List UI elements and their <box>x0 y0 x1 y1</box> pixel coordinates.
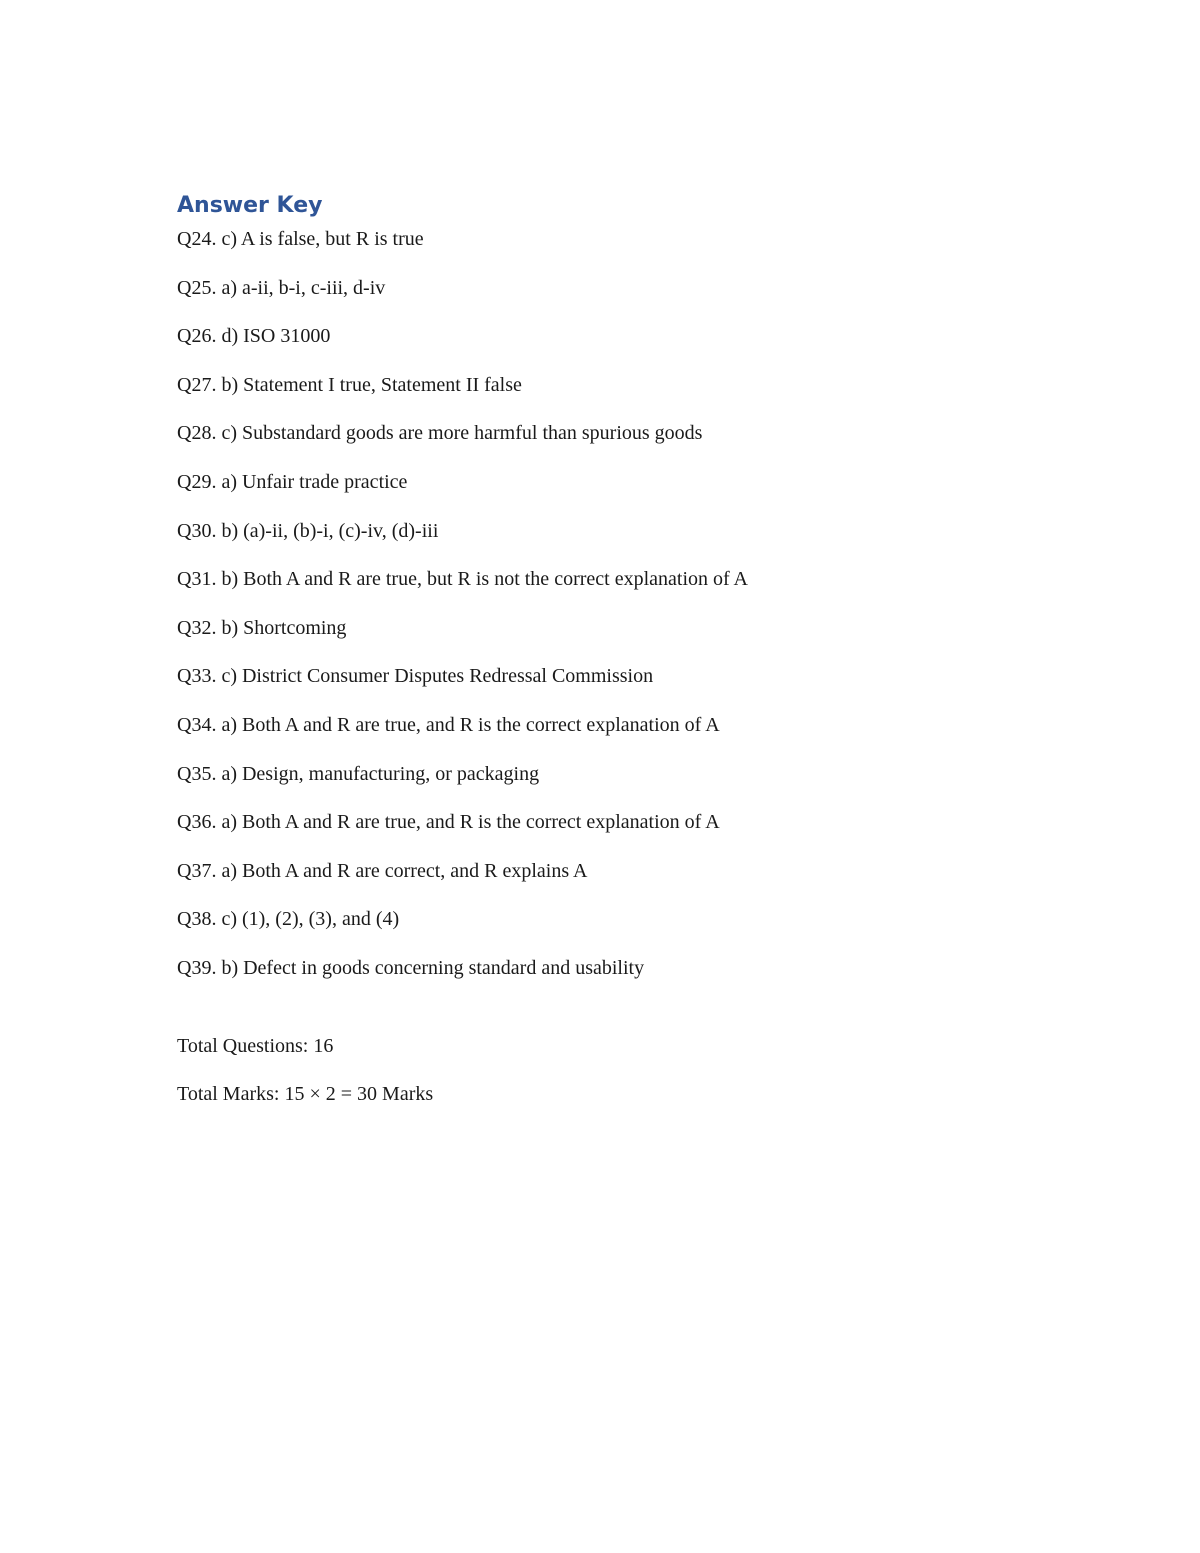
answer-item: Q29. a) Unfair trade practice <box>177 470 408 493</box>
answer-item: Q32. b) Shortcoming <box>177 616 347 639</box>
answer-item: Q34. a) Both A and R are true, and R is the correct explanation of A <box>177 713 720 736</box>
answer-item: Q39. b) Defect in goods concerning standard and usability <box>177 956 645 979</box>
answer-item: Q37. a) Both A and R are correct, and R explains A <box>177 859 588 882</box>
totals-section <box>177 1031 1077 1127</box>
answer-item: Q31. b) Both A and R are true, but R is not the correct explanation of A <box>177 568 748 591</box>
page-title: Answer Key <box>177 193 323 218</box>
total-marks: Total Marks: 15 × 2 = 30 Marks <box>177 1082 434 1105</box>
total-questions: Total Questions: 16 <box>177 1034 334 1057</box>
answer-item: Q26. d) ISO 31000 <box>177 325 331 348</box>
answer-item: Q38. c) (1), (2), (3), and (4) <box>177 908 400 931</box>
answer-item: Q33. c) District Consumer Disputes Redressal Commission <box>177 665 654 688</box>
answer-item: Q35. a) Design, manufacturing, or packaging <box>177 762 540 785</box>
answer-item: Q27. b) Statement I true, Statement II false <box>177 373 522 396</box>
answer-list <box>177 224 1077 1002</box>
page-content <box>177 190 1077 1127</box>
answer-item: Q28. c) Substandard goods are more harmful than spurious goods <box>177 422 703 445</box>
answer-item: Q24. c) A is false, but R is true <box>177 228 424 250</box>
answer-item: Q25. a) a-ii, b-i, c-iii, d-iv <box>177 276 386 299</box>
answer-item: Q30. b) (a)-ii, (b)-i, (c)-iv, (d)-iii <box>177 519 439 542</box>
answer-item: Q36. a) Both A and R are true, and R is the correct explanation of A <box>177 811 720 834</box>
